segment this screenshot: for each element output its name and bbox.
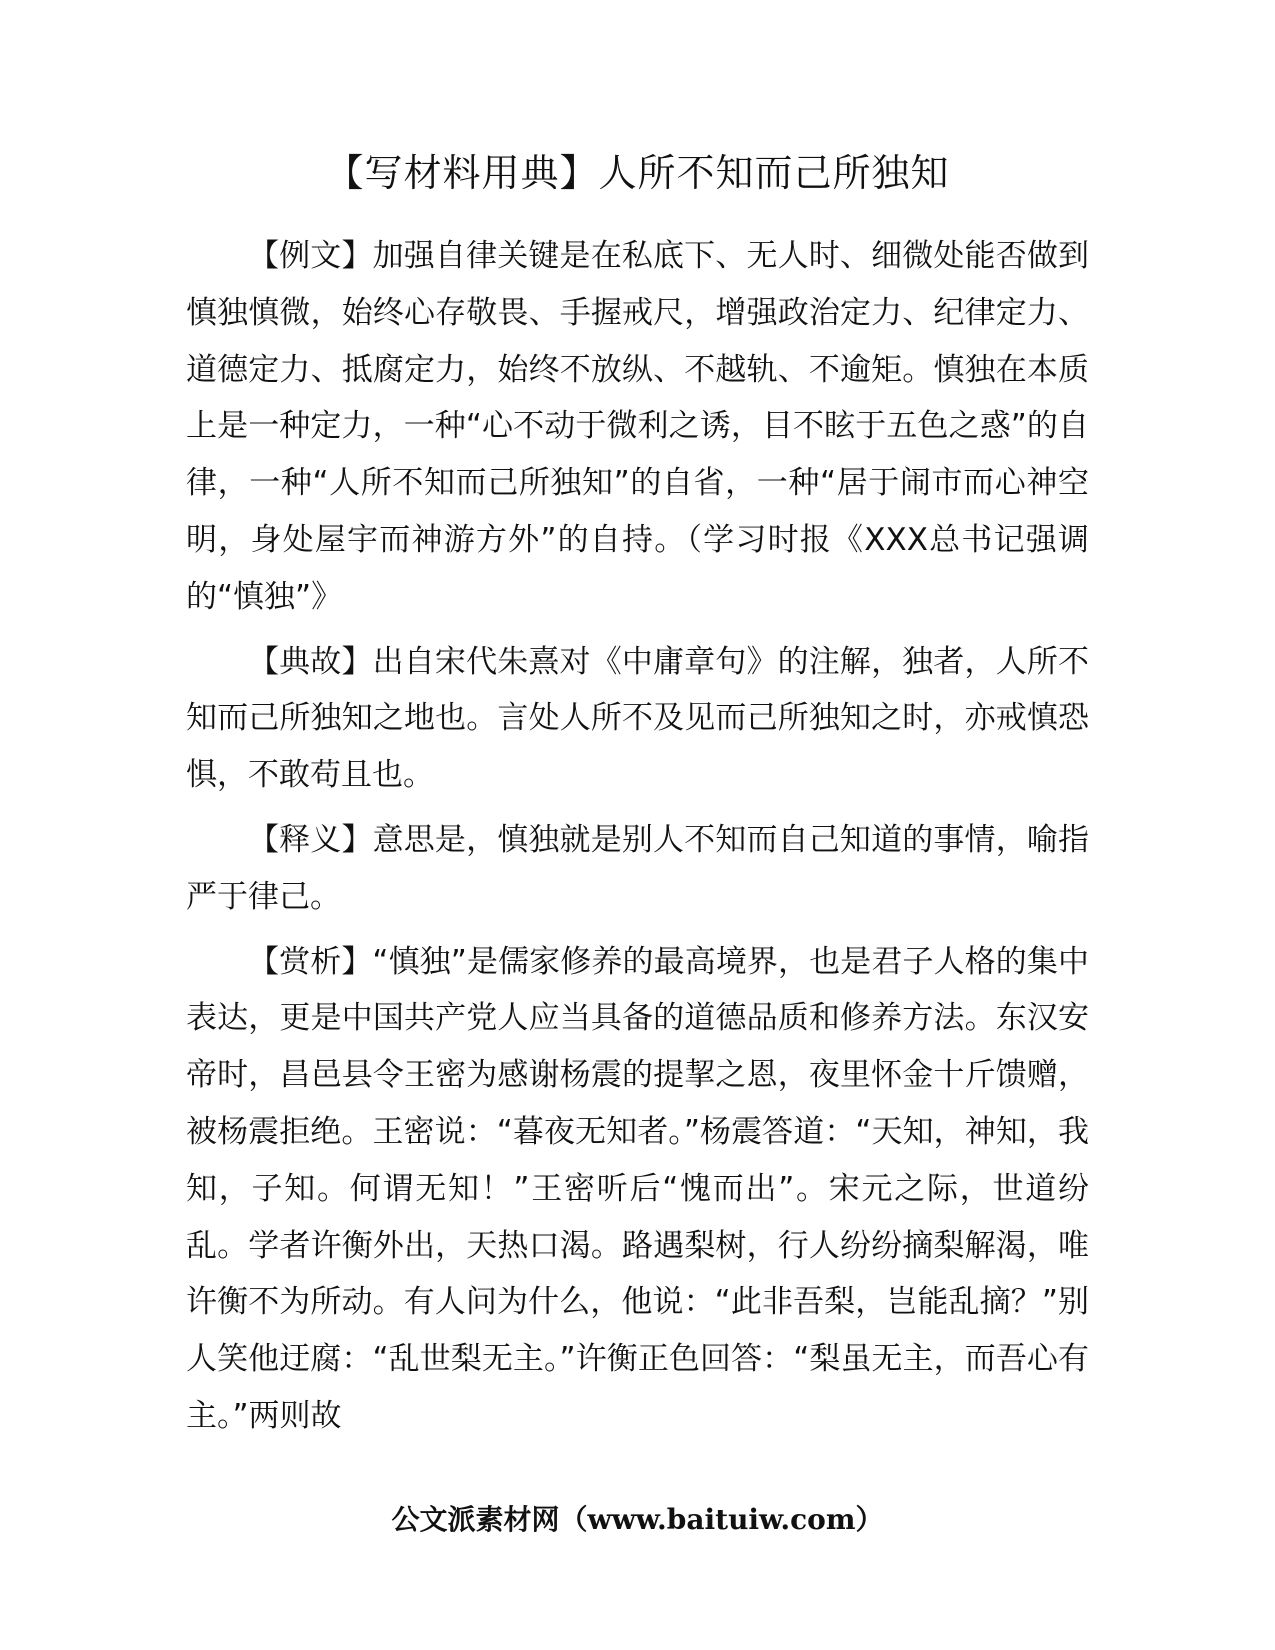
document-body bbox=[186, 228, 1089, 1453]
paragraph-appreciation: 【赏析】“慎独”是儒家修养的最高境界，也是君子人格的集中表达，更是中国共产党人应当具备的道德品质和修养方法。东汉安帝时，昌邑县令王密为感谢杨震的提挈之恩，夜里怀金十斤馈赠，被杨震拒绝。王密说：“暮夜无知者。”杨震答道：“天知，神知，我知，子知。何谓无知！”王密听后“愧而出”。宋元之际，世道纷乱。学者许衡外出，天热口渴。路遇梨树，行人纷纷摘梨解渴，唯许衡不为所动。有人问为什么，他说：“此非吾梨，岂能乱摘？”别人笑他迂腐：“乱世梨无主。”许衡正色回答：“梨虽无主，而吾心有主。”两则故 bbox=[186, 943, 1089, 1434]
paragraph-example: 【例文】加强自律关键是在私底下、无人时、细微处能否做到慎独慎微，始终心存敬畏、手握戒尺，增强政治定力、纪律定力、道德定力、抵腐定力，始终不放纵、不越轨、不逾矩。慎独在本质上是一种定力，一种“心不动于微利之诱，目不眩于五色之惑”的自律，一种“人所不知而己所独知”的自省，一种“居于闹市而心神空明，身处屋宇而神游方外”的自持。（学习时报《XXX总书记强调的“慎独”》 bbox=[186, 238, 1089, 615]
paragraph-allusion: 【典故】出自宋代朱熹对《中庸章句》的注解，独者，人所不知而己所独知之地也。言处人所不及见而己所独知之时，亦戒慎恐惧，不敢苟且也。 bbox=[186, 643, 1089, 794]
page-footer: 公文派素材网（www.baituiw.com） bbox=[391, 1503, 884, 1536]
document-title: 【写材料用典】人所不知而己所独知 bbox=[325, 151, 950, 195]
paragraph-interpretation: 【释义】意思是，慎独就是别人不知而自己知道的事情，喻指严于律己。 bbox=[186, 821, 1089, 915]
